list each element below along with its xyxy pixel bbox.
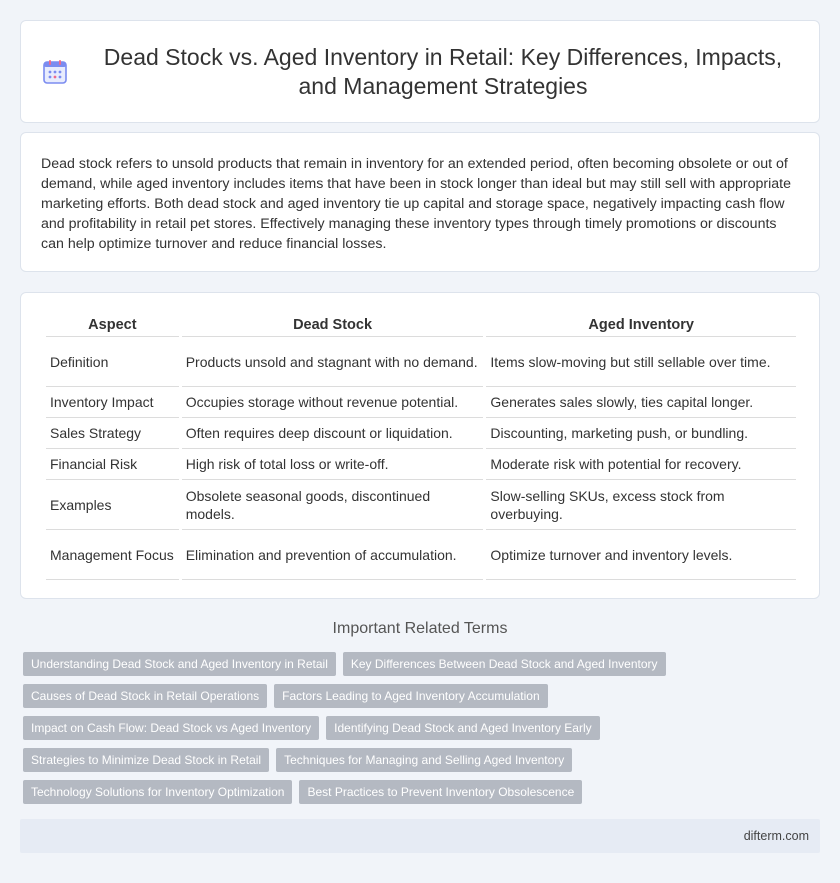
- related-terms-title: Important Related Terms: [332, 620, 508, 637]
- page-title: Dead Stock vs. Aged Inventory in Retail: Key Differences, Impacts, and Management Strategies: [103, 43, 783, 99]
- cell-aspect: Sales Strategy: [46, 418, 179, 449]
- table-row: [46, 449, 796, 480]
- table-row: [46, 387, 796, 418]
- header-aspect: Aspect: [46, 314, 179, 337]
- related-term-tag[interactable]: Causes of Dead Stock in Retail Operations: [23, 684, 267, 708]
- cell-dead-stock: High risk of total loss or write-off.: [182, 449, 484, 480]
- related-term-tag[interactable]: Technology Solutions for Inventory Optimization: [23, 780, 292, 804]
- cell-dead-stock: Often requires deep discount or liquidation.: [182, 418, 484, 449]
- related-term-tag[interactable]: Best Practices to Prevent Inventory Obsolescence: [299, 780, 582, 804]
- cell-aspect: Examples: [46, 480, 179, 530]
- table-row: [46, 480, 796, 530]
- header-dead-stock: Dead Stock: [182, 314, 484, 337]
- header-card: [20, 20, 820, 123]
- cell-dead-stock: Occupies storage without revenue potential.: [182, 387, 484, 418]
- cell-aged-inventory: Moderate risk with potential for recovery.: [486, 449, 796, 480]
- table-row: [46, 530, 796, 580]
- table-row: [46, 418, 796, 449]
- table-header-row: [46, 314, 796, 337]
- cell-aged-inventory: Generates sales slowly, ties capital longer.: [486, 387, 796, 418]
- related-term-tag[interactable]: Understanding Dead Stock and Aged Inventory in Retail: [23, 652, 336, 676]
- cell-aged-inventory: Slow-selling SKUs, excess stock from overbuying.: [486, 480, 796, 530]
- cell-dead-stock: Elimination and prevention of accumulation.: [182, 530, 484, 580]
- cell-aged-inventory: Discounting, marketing push, or bundling.: [486, 418, 796, 449]
- header-aged-inventory: Aged Inventory: [486, 314, 796, 337]
- table-row: [46, 337, 796, 387]
- related-term-tag[interactable]: Factors Leading to Aged Inventory Accumulation: [274, 684, 548, 708]
- related-term-tag[interactable]: Strategies to Minimize Dead Stock in Retail: [23, 748, 269, 772]
- related-term-tag[interactable]: Impact on Cash Flow: Dead Stock vs Aged Inventory: [23, 716, 319, 740]
- related-term-tag[interactable]: Techniques for Managing and Selling Aged Inventory: [276, 748, 572, 772]
- intro-paragraph: Dead stock refers to unsold products that remain in inventory for an extended period, often becoming obsolete or out of demand, while aged inventory includes items that have been in stock longer than ideal but may still sell with appropriate marketing efforts. Both dead stock and aged inventory tie up capital and storage space, negatively impacting cash flow and profitability in retail pet stores. Effectively managing these inventory types through timely promotions or discounts can help optimize turnover and reduce financial losses.: [41, 156, 791, 252]
- cell-aged-inventory: Optimize turnover and inventory levels.: [486, 530, 796, 580]
- cell-dead-stock: Products unsold and stagnant with no demand.: [182, 337, 484, 387]
- related-terms-list: [23, 652, 803, 812]
- comparison-table: [43, 314, 799, 580]
- cell-aspect: Financial Risk: [46, 449, 179, 480]
- cell-aged-inventory: Items slow-moving but still sellable over time.: [486, 337, 796, 387]
- related-term-tag[interactable]: Key Differences Between Dead Stock and Aged Inventory: [343, 652, 666, 676]
- comparison-card: [20, 292, 820, 599]
- cell-aspect: Inventory Impact: [46, 387, 179, 418]
- calendar-icon: [41, 58, 69, 86]
- cell-aspect: Management Focus: [46, 530, 179, 580]
- intro-card: [20, 132, 820, 272]
- cell-aspect: Definition: [46, 337, 179, 387]
- cell-dead-stock: Obsolete seasonal goods, discontinued models.: [182, 480, 484, 530]
- footer: [20, 819, 820, 853]
- footer-site-link[interactable]: difterm.com: [743, 829, 809, 843]
- related-term-tag[interactable]: Identifying Dead Stock and Aged Inventory Early: [326, 716, 600, 740]
